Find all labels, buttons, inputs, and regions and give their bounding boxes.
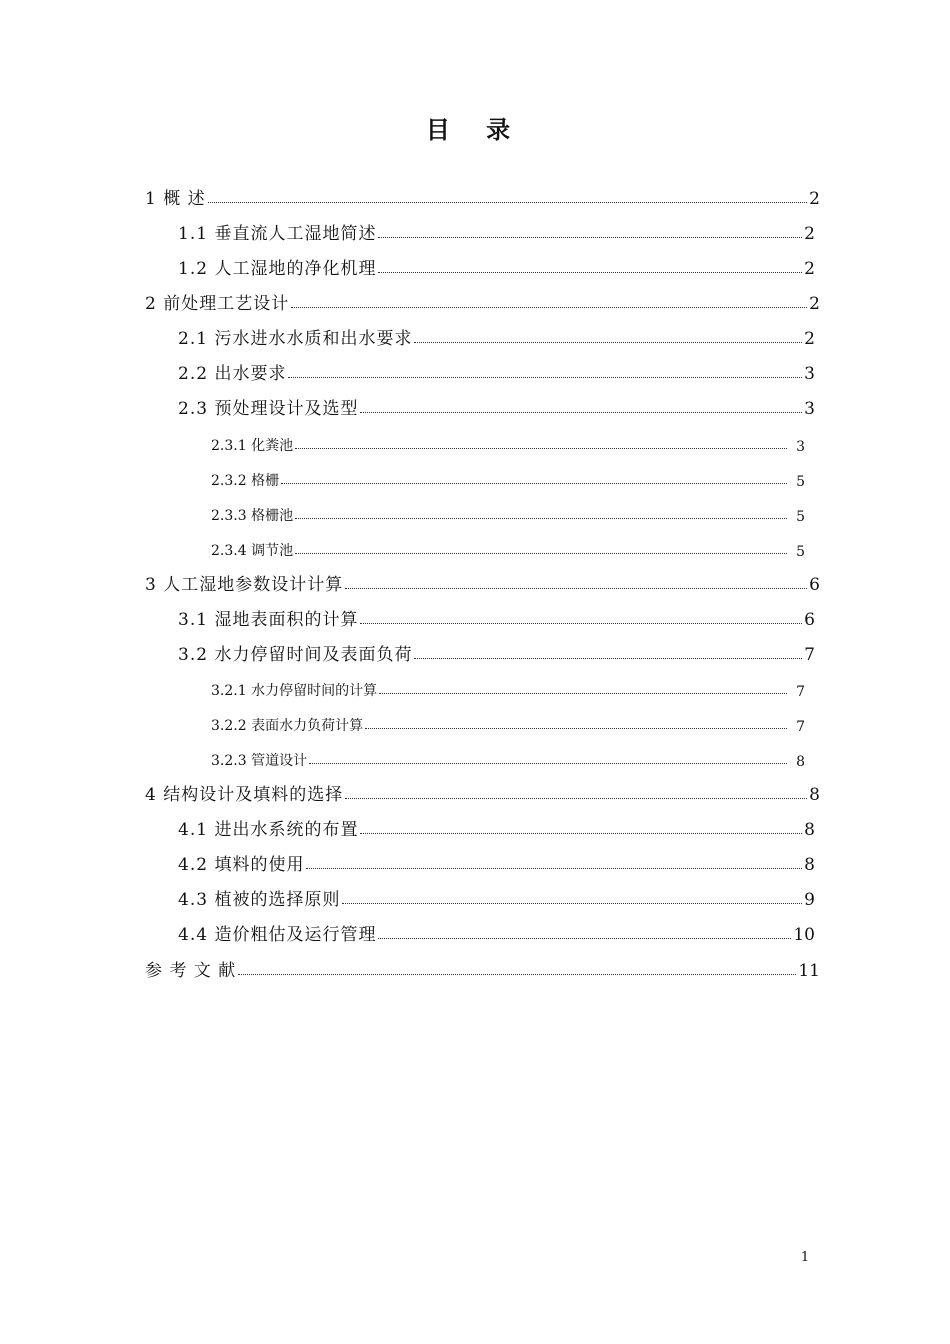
dot-leader <box>306 868 802 869</box>
toc-entry-label: 2 前处理工艺设计 <box>145 294 290 314</box>
toc-entry[interactable] <box>211 674 805 700</box>
toc-entry[interactable] <box>211 499 805 525</box>
toc-entry-page: 3 <box>804 399 815 419</box>
toc-entry[interactable] <box>178 393 815 419</box>
toc-entry-label: 3.1 湿地表面积的计算 <box>178 610 359 630</box>
toc-entry-label: 2.3.2 格栅 <box>211 473 280 489</box>
dot-leader <box>378 272 802 273</box>
toc-entry-page: 11 <box>798 961 820 981</box>
toc-entry-label: 2.3.1 化粪池 <box>211 438 294 454</box>
toc-entry-page: 2 <box>804 224 815 244</box>
toc-entry-page: 6 <box>804 610 815 630</box>
toc-entry[interactable] <box>145 288 820 314</box>
page-number: 1 <box>800 1250 810 1265</box>
toc-entry-label: 3.2.1 水力停留时间的计算 <box>211 683 378 699</box>
toc-entry[interactable] <box>178 218 815 244</box>
toc-entry-page: 5 <box>796 544 805 560</box>
toc-entry[interactable] <box>178 884 815 910</box>
toc-entry[interactable] <box>145 955 820 981</box>
dot-leader <box>365 728 787 729</box>
toc-entry-page: 2 <box>804 259 815 279</box>
dot-leader <box>295 518 787 519</box>
toc-entry[interactable] <box>145 569 820 595</box>
toc-entry-label: 4.3 植被的选择原则 <box>178 890 341 910</box>
toc-entry-label: 2.3.4 调节池 <box>211 543 294 559</box>
dot-leader <box>291 307 807 308</box>
toc-entry-label: 3.2.2 表面水力负荷计算 <box>211 718 364 734</box>
dot-leader <box>238 974 796 975</box>
toc-entry[interactable] <box>145 183 820 209</box>
dot-leader <box>345 798 807 799</box>
toc-entry-label: 1 概 述 <box>145 189 206 209</box>
toc-entry[interactable] <box>145 779 820 805</box>
toc-entry-page: 7 <box>804 645 815 665</box>
toc-entry[interactable] <box>178 814 815 840</box>
toc-entry[interactable] <box>211 534 805 560</box>
dot-leader <box>378 237 802 238</box>
toc-entry-page: 10 <box>793 925 815 945</box>
toc-entry-label: 3.2 水力停留时间及表面负荷 <box>178 645 413 665</box>
toc-entry-label: 2.3 预处理设计及选型 <box>178 399 359 419</box>
toc-entry-page: 8 <box>804 820 815 840</box>
toc-entry-page: 3 <box>804 364 815 384</box>
toc-entry[interactable] <box>178 849 815 875</box>
toc-entry[interactable] <box>211 464 805 490</box>
toc-entry-label: 2.1 污水进水水质和出水要求 <box>178 329 413 349</box>
toc-entry-label: 3 人工湿地参数设计计算 <box>145 575 344 595</box>
toc-entry-page: 5 <box>796 474 805 490</box>
toc-entry-page: 8 <box>809 785 820 805</box>
toc-entry[interactable] <box>178 253 815 279</box>
dot-leader <box>379 693 787 694</box>
dot-leader <box>360 623 802 624</box>
toc-entry[interactable] <box>178 919 815 945</box>
toc-entry-label: 4.4 造价粗估及运行管理 <box>178 925 377 945</box>
dot-leader <box>288 377 802 378</box>
dot-leader <box>378 938 791 939</box>
toc-entry-page: 9 <box>804 890 815 910</box>
dot-leader <box>208 202 808 203</box>
dot-leader <box>360 833 802 834</box>
toc-entry[interactable] <box>178 323 815 349</box>
toc-entry-page: 2 <box>809 294 820 314</box>
page-title: 目 录 <box>425 116 525 144</box>
toc-entry[interactable] <box>178 358 815 384</box>
dot-leader <box>295 448 787 449</box>
toc-entry[interactable] <box>178 604 815 630</box>
dot-leader <box>345 588 807 589</box>
dot-leader <box>309 763 787 764</box>
toc-entry-page: 3 <box>796 439 805 455</box>
toc-entry-label: 3.2.3 管道设计 <box>211 753 308 769</box>
toc-entry-label: 1.2 人工湿地的净化机理 <box>178 259 377 279</box>
dot-leader <box>414 342 802 343</box>
toc-entry-page: 2 <box>804 329 815 349</box>
dot-leader <box>414 658 802 659</box>
toc-entry-page: 2 <box>809 189 820 209</box>
toc-entry[interactable] <box>211 709 805 735</box>
toc-entry-page: 6 <box>809 575 820 595</box>
toc-entry-page: 7 <box>796 684 805 700</box>
toc-entry[interactable] <box>178 639 815 665</box>
toc-entry-page: 7 <box>796 719 805 735</box>
toc-entry-page: 8 <box>804 855 815 875</box>
dot-leader <box>281 483 787 484</box>
dot-leader <box>295 553 787 554</box>
toc-entry-page: 8 <box>796 754 805 770</box>
toc-entry[interactable] <box>211 429 805 455</box>
toc-entry[interactable] <box>211 744 805 770</box>
toc-entry-label: 2.3.3 格栅池 <box>211 508 294 524</box>
toc-entry-page: 5 <box>796 509 805 525</box>
toc-entry-label: 4 结构设计及填料的选择 <box>145 785 344 805</box>
dot-leader <box>360 412 802 413</box>
toc-entry-label: 4.2 填料的使用 <box>178 855 305 875</box>
dot-leader <box>342 903 802 904</box>
toc-entry-label: 1.1 垂直流人工湿地简述 <box>178 224 377 244</box>
toc-entry-label: 4.1 进出水系统的布置 <box>178 820 359 840</box>
toc-entry-label: 参 考 文 献 <box>145 961 237 981</box>
toc-entry-label: 2.2 出水要求 <box>178 364 287 384</box>
